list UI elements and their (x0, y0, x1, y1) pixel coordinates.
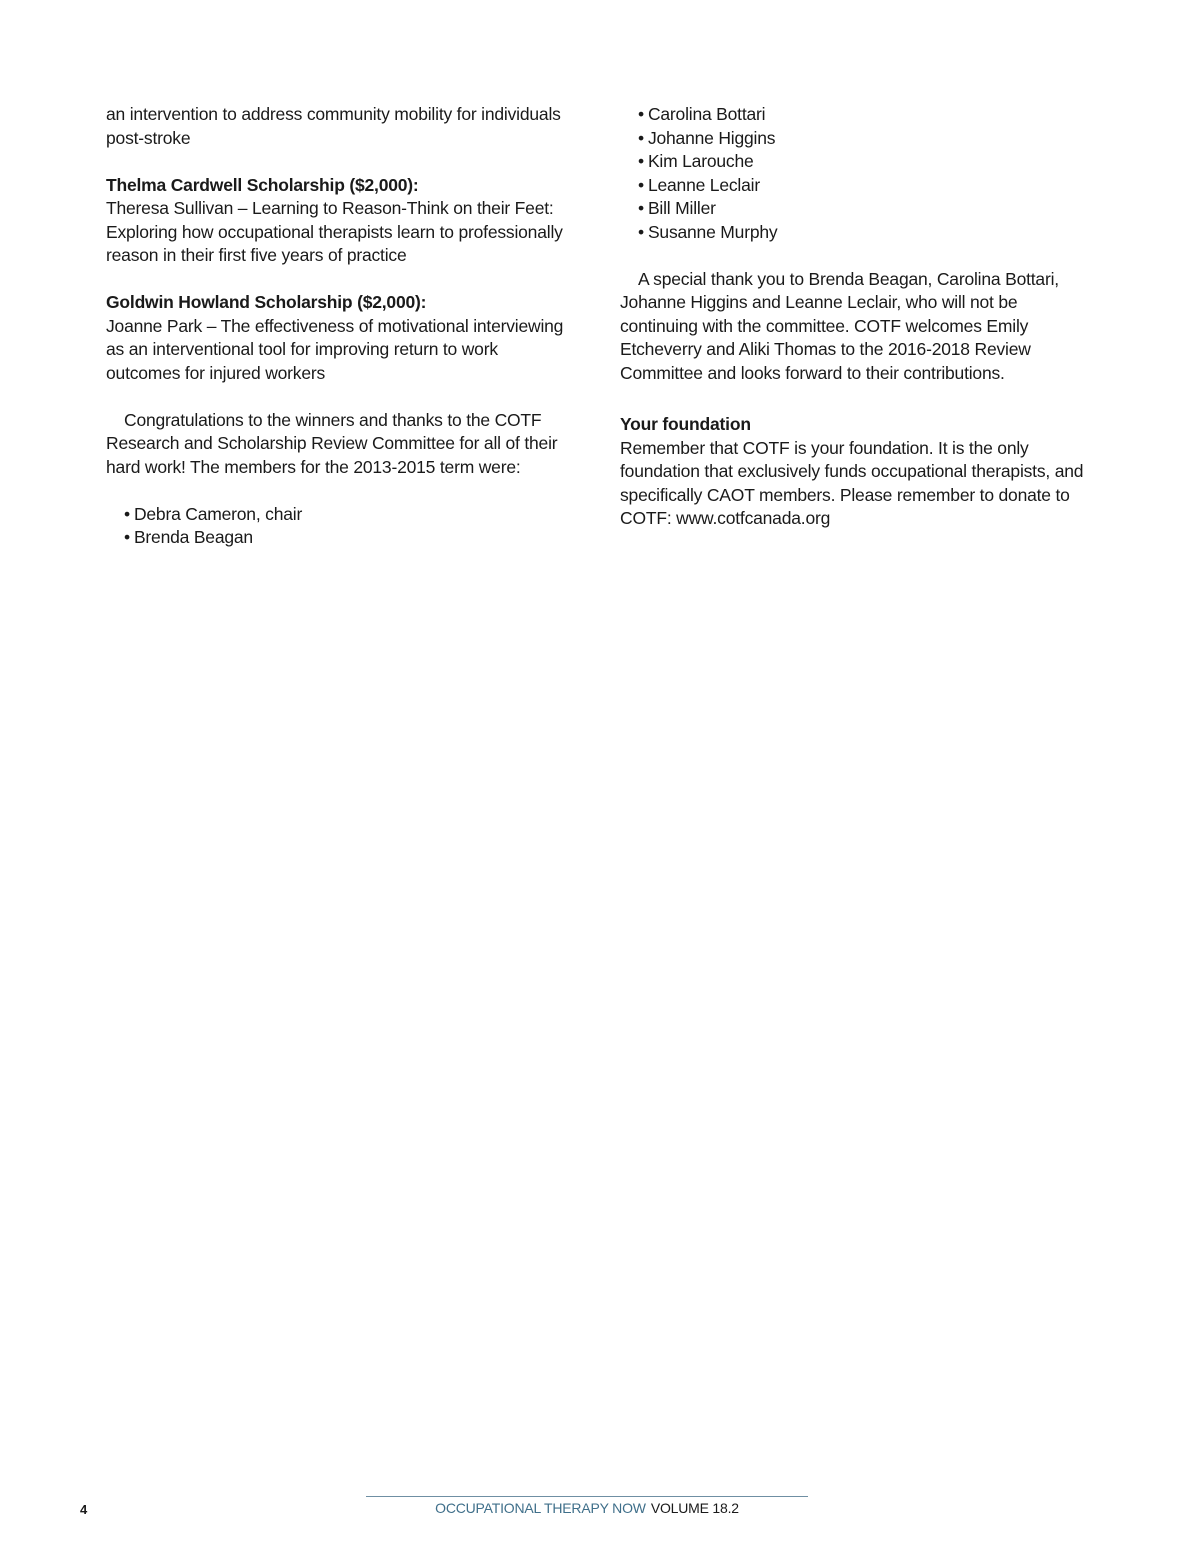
your-foundation-heading: Your foundation (620, 414, 751, 434)
footer-rule (366, 1496, 808, 1497)
list-item: • Bill Miller (638, 198, 716, 218)
volume-label: VOLUME 18.2 (650, 1500, 739, 1516)
list-item: • Leanne Leclair (638, 174, 760, 195)
your-foundation-text: Remember that COTF is your foundation. It is the only foundation that exclusively funds occupational therapists, and specifically CAOT members. Please remember to donate to COTF: www.cotfcanada.org (620, 437, 1084, 528)
committee-list-right (620, 103, 1095, 244)
goldwin-howland-heading: Goldwin Howland Scholarship ($2,000): (106, 292, 427, 312)
footer-publication-line (366, 1500, 808, 1516)
list-item: • Carolina Bottari (638, 104, 766, 124)
list-item: • Brenda Beagan (124, 527, 253, 547)
publication-title: OCCUPATIONAL THERAPY NOW (435, 1500, 646, 1516)
thank-you-paragraph: A special thank you to Brenda Beagan, Carolina Bottari, Johanne Higgins and Leanne Leclair, who will not be continuing with the committee. COTF welcomes Emily Etcheverry and Aliki Thomas to the 2016-2018 Review Committee and looks forward to their contributions. (620, 268, 1059, 383)
page-number: 4 (80, 1502, 88, 1517)
list-item: • Johanne Higgins (638, 127, 776, 148)
list-item: • Kim Larouche (638, 151, 754, 171)
continuation-paragraph: an intervention to address community mobility for individuals post-stroke (106, 104, 561, 148)
committee-list-left (106, 503, 576, 550)
thelma-cardwell-text: Theresa Sullivan – Learning to Reason-Think on their Feet: Exploring how occupational therapists learn to professionally reason in their first five years of practice (106, 198, 563, 265)
goldwin-howland-text: Joanne Park – The effectiveness of motivational interviewing as an interventional tool for improving return to work outcomes for injured workers (106, 315, 564, 383)
list-item: • Debra Cameron, chair (124, 503, 303, 524)
right-column (620, 103, 1095, 531)
left-column (106, 103, 576, 550)
thelma-cardwell-heading: Thelma Cardwell Scholarship ($2,000): (106, 174, 419, 195)
list-item: • Susanne Murphy (638, 221, 778, 242)
congratulations-paragraph: Congratulations to the winners and thanks to the COTF Research and Scholarship Review Committee for all of their hard work! The members for the 2013-2015 term were: (106, 409, 558, 477)
